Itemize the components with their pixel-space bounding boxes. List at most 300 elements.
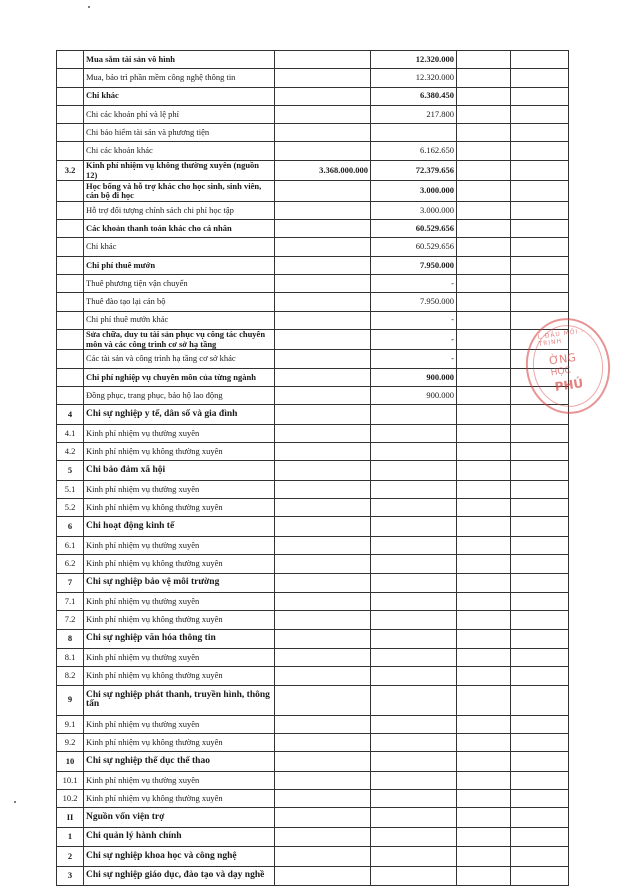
table-row (57, 827, 569, 847)
row-label-cell: Các tài sản và công trình hạ tầng cơ sở khác (84, 350, 275, 368)
row-label-cell: Thuê đào tạo lại cán bộ (84, 293, 275, 311)
budget-table-body (57, 51, 572, 886)
row-index-cell: 7.2 (57, 611, 84, 629)
amount-cell: 12.320.000 (371, 51, 457, 69)
amount-cell (371, 517, 457, 537)
amount-cell: 7.950.000 (371, 293, 457, 311)
amount-cell (511, 424, 569, 442)
table-row (57, 160, 569, 181)
amount-cell (275, 69, 371, 87)
amount-cell (275, 350, 371, 368)
row-label-cell: Thuê phương tiện vận chuyển (84, 274, 275, 292)
row-index-cell: 6.1 (57, 536, 84, 554)
amount-cell (275, 238, 371, 256)
amount-cell (511, 238, 569, 256)
stamp-text-line3: HỌC (550, 365, 572, 379)
row-label-cell: Đồng phục, trang phục, bảo hộ lao động (84, 386, 275, 404)
row-index-cell (57, 51, 84, 69)
amount-cell (511, 667, 569, 685)
amount-cell (511, 629, 569, 649)
row-index-cell: 9.1 (57, 715, 84, 733)
row-index-cell: 8.1 (57, 649, 84, 667)
row-label-cell: Kinh phí nhiệm vụ không thường xuyên (84, 555, 275, 573)
row-label-cell: Kinh phí nhiệm vụ không thường xuyên (nguồn 12) (84, 160, 275, 181)
row-label-cell: Chi phí nghiệp vụ chuyên môn của từng ngành (84, 368, 275, 386)
table-row (57, 667, 569, 685)
table-row (57, 405, 569, 425)
amount-cell (275, 51, 371, 69)
amount-cell (275, 752, 371, 772)
row-index-cell: 2 (57, 847, 84, 867)
amount-cell (275, 105, 371, 123)
table-row (57, 649, 569, 667)
amount-cell (457, 405, 511, 425)
table-row (57, 181, 569, 202)
table-row (57, 142, 569, 160)
amount-cell (457, 69, 511, 87)
row-label-cell: Chi sự nghiệp văn hóa thông tin (84, 629, 275, 649)
table-row (57, 293, 569, 311)
amount-cell (371, 573, 457, 593)
amount-cell (511, 480, 569, 498)
amount-cell: 6.162.650 (371, 142, 457, 160)
amount-cell (371, 866, 457, 886)
row-index-cell (57, 256, 84, 274)
amount-cell (371, 424, 457, 442)
amount-cell (511, 274, 569, 292)
amount-cell (371, 480, 457, 498)
table-row (57, 790, 569, 808)
row-index-cell: 7 (57, 573, 84, 593)
table-row (57, 685, 569, 715)
table-row (57, 238, 569, 256)
table-row (57, 752, 569, 772)
row-label-cell: Kinh phí nhiệm vụ thường xuyên (84, 593, 275, 611)
amount-cell (511, 752, 569, 772)
amount-cell (511, 734, 569, 752)
table-row (57, 69, 569, 87)
amount-cell (457, 51, 511, 69)
table-row (57, 424, 569, 442)
amount-cell (371, 752, 457, 772)
table-row (57, 499, 569, 517)
table-row (57, 461, 569, 481)
amount-cell (511, 808, 569, 828)
amount-cell (511, 443, 569, 461)
table-row (57, 329, 569, 350)
amount-cell (457, 386, 511, 404)
amount-cell (511, 555, 569, 573)
table-row (57, 573, 569, 593)
amount-cell (275, 311, 371, 329)
row-label-cell: Chi sự nghiệp bảo vệ môi trường (84, 573, 275, 593)
row-label-cell: Chi sự nghiệp thể dục thể thao (84, 752, 275, 772)
amount-cell (511, 124, 569, 142)
table-row (57, 593, 569, 611)
table-row (57, 256, 569, 274)
amount-cell: 3.000.000 (371, 181, 457, 202)
amount-cell (511, 256, 569, 274)
amount-cell (511, 220, 569, 238)
amount-cell (371, 734, 457, 752)
row-index-cell: 9.2 (57, 734, 84, 752)
row-label-cell: Chi hoạt động kinh tế (84, 517, 275, 537)
table-row (57, 734, 569, 752)
amount-cell (275, 649, 371, 667)
table-row (57, 124, 569, 142)
table-row (57, 808, 569, 828)
amount-cell (275, 329, 371, 350)
amount-cell (457, 866, 511, 886)
amount-cell (275, 386, 371, 404)
amount-cell (275, 517, 371, 537)
amount-cell (457, 847, 511, 867)
amount-cell (457, 715, 511, 733)
table-row (57, 536, 569, 554)
amount-cell: 72.379.656 (371, 160, 457, 181)
table-row (57, 105, 569, 123)
amount-cell: 6.380.450 (371, 87, 457, 105)
amount-cell (275, 847, 371, 867)
row-label-cell: Mua sắm tài sản vô hình (84, 51, 275, 69)
amount-cell (371, 611, 457, 629)
amount-cell: - (371, 311, 457, 329)
amount-cell (371, 536, 457, 554)
budget-table (56, 50, 572, 886)
amount-cell (457, 311, 511, 329)
amount-cell (371, 124, 457, 142)
amount-cell (457, 461, 511, 481)
amount-cell (457, 424, 511, 442)
amount-cell (275, 866, 371, 886)
amount-cell (511, 517, 569, 537)
amount-cell: - (371, 329, 457, 350)
amount-cell (371, 443, 457, 461)
amount-cell (511, 51, 569, 69)
amount-cell (371, 499, 457, 517)
row-index-cell: 1 (57, 827, 84, 847)
amount-cell (275, 220, 371, 238)
row-index-cell (57, 220, 84, 238)
amount-cell (275, 480, 371, 498)
amount-cell: - (371, 274, 457, 292)
amount-cell (511, 649, 569, 667)
table-row (57, 555, 569, 573)
amount-cell: 217.800 (371, 105, 457, 123)
amount-cell (457, 274, 511, 292)
amount-cell (457, 443, 511, 461)
amount-cell (275, 142, 371, 160)
amount-cell (457, 160, 511, 181)
amount-cell (275, 573, 371, 593)
row-index-cell: 4 (57, 405, 84, 425)
row-label-cell: Kinh phí nhiệm vụ không thường xuyên (84, 443, 275, 461)
amount-cell (511, 87, 569, 105)
amount-cell (371, 771, 457, 789)
row-index-cell (57, 181, 84, 202)
amount-cell (457, 329, 511, 350)
table-row (57, 201, 569, 219)
row-label-cell: Chi phí thuê mướn khác (84, 311, 275, 329)
row-label-cell: Sửa chữa, duy tu tài sản phục vụ công tác chuyên môn và các công trình cơ sở hạ tầng (84, 329, 275, 350)
amount-cell: 3.000.000 (371, 201, 457, 219)
row-index-cell: 6.2 (57, 555, 84, 573)
amount-cell (511, 201, 569, 219)
amount-cell (457, 517, 511, 537)
table-row (57, 386, 569, 404)
table-row (57, 87, 569, 105)
amount-cell (371, 685, 457, 715)
amount-cell: - (371, 350, 457, 368)
amount-cell (457, 124, 511, 142)
amount-cell (275, 667, 371, 685)
table-row (57, 368, 569, 386)
amount-cell (511, 461, 569, 481)
row-label-cell: Kinh phí nhiệm vụ không thường xuyên (84, 667, 275, 685)
amount-cell (275, 685, 371, 715)
row-index-cell: 7.1 (57, 593, 84, 611)
amount-cell (275, 405, 371, 425)
row-index-cell (57, 329, 84, 350)
amount-cell (511, 611, 569, 629)
row-index-cell: 8 (57, 629, 84, 649)
amount-cell (511, 142, 569, 160)
row-label-cell: Chi các khoản phí và lệ phí (84, 105, 275, 123)
row-label-cell: Chi sự nghiệp y tế, dân số và gia đình (84, 405, 275, 425)
amount-cell (457, 593, 511, 611)
amount-cell (457, 480, 511, 498)
table-row (57, 771, 569, 789)
row-index-cell: 4.1 (57, 424, 84, 442)
amount-cell (275, 499, 371, 517)
row-label-cell: Kinh phí nhiệm vụ không thường xuyên (84, 499, 275, 517)
row-label-cell: Chi khác (84, 87, 275, 105)
row-label-cell: Kinh phí nhiệm vụ không thường xuyên (84, 734, 275, 752)
row-label-cell: Các khoản thanh toán khác cho cá nhân (84, 220, 275, 238)
amount-cell (511, 499, 569, 517)
amount-cell (457, 238, 511, 256)
amount-cell (275, 293, 371, 311)
amount-cell (275, 181, 371, 202)
amount-cell (371, 629, 457, 649)
amount-cell (457, 536, 511, 554)
amount-cell (457, 368, 511, 386)
amount-cell (511, 685, 569, 715)
amount-cell (457, 827, 511, 847)
amount-cell: 3.368.000.000 (275, 160, 371, 181)
table-row (57, 443, 569, 461)
amount-cell (371, 461, 457, 481)
amount-cell (511, 536, 569, 554)
row-label-cell: Kinh phí nhiệm vụ thường xuyên (84, 536, 275, 554)
amount-cell (371, 790, 457, 808)
row-index-cell (57, 105, 84, 123)
amount-cell (275, 734, 371, 752)
amount-cell (457, 611, 511, 629)
amount-cell (275, 629, 371, 649)
row-index-cell (57, 274, 84, 292)
amount-cell (511, 293, 569, 311)
table-row (57, 847, 569, 867)
amount-cell (275, 461, 371, 481)
table-row (57, 311, 569, 329)
amount-cell (511, 593, 569, 611)
row-index-cell (57, 386, 84, 404)
row-index-cell: 4.2 (57, 443, 84, 461)
amount-cell (457, 667, 511, 685)
row-label-cell: Chi sự nghiệp phát thanh, truyền hình, thông tấn (84, 685, 275, 715)
row-index-cell (57, 368, 84, 386)
row-index-cell (57, 124, 84, 142)
amount-cell (511, 715, 569, 733)
table-row (57, 715, 569, 733)
row-index-cell: 5.1 (57, 480, 84, 498)
table-row (57, 629, 569, 649)
amount-cell (275, 256, 371, 274)
table-row (57, 611, 569, 629)
row-index-cell: 3 (57, 866, 84, 886)
amount-cell (371, 649, 457, 667)
row-label-cell: Chi bảo đảm xã hội (84, 461, 275, 481)
row-label-cell: Mua, bảo trì phần mềm công nghệ thông tin (84, 69, 275, 87)
amount-cell (371, 847, 457, 867)
row-label-cell: Chi sự nghiệp giáo dục, đào tạo và dạy nghề (84, 866, 275, 886)
amount-cell (457, 771, 511, 789)
row-index-cell (57, 293, 84, 311)
amount-cell (511, 181, 569, 202)
amount-cell (457, 808, 511, 828)
row-label-cell: Chi phí thuê mướn (84, 256, 275, 274)
amount-cell (275, 790, 371, 808)
amount-cell (457, 256, 511, 274)
amount-cell (275, 611, 371, 629)
amount-cell (275, 368, 371, 386)
row-label-cell: Kinh phí nhiệm vụ thường xuyên (84, 771, 275, 789)
amount-cell (511, 160, 569, 181)
amount-cell (457, 734, 511, 752)
amount-cell (457, 685, 511, 715)
row-index-cell: 10.2 (57, 790, 84, 808)
amount-cell (275, 715, 371, 733)
amount-cell: 7.950.000 (371, 256, 457, 274)
amount-cell: 12.320.000 (371, 69, 457, 87)
amount-cell (371, 405, 457, 425)
amount-cell (457, 555, 511, 573)
row-index-cell: 9 (57, 685, 84, 715)
stamp-text-line2: ỜNG (548, 350, 577, 368)
row-label-cell: Chi khác (84, 238, 275, 256)
amount-cell (457, 105, 511, 123)
row-label-cell: Chi bảo hiểm tài sản và phương tiện (84, 124, 275, 142)
row-index-cell: 6 (57, 517, 84, 537)
row-label-cell: Kinh phí nhiệm vụ không thường xuyên (84, 790, 275, 808)
amount-cell (275, 555, 371, 573)
amount-cell (511, 847, 569, 867)
amount-cell (457, 752, 511, 772)
row-label-cell: Học bổng và hỗ trợ khác cho học sinh, sinh viên, cán bộ đi học (84, 181, 275, 202)
row-index-cell: 5 (57, 461, 84, 481)
row-label-cell: Kinh phí nhiệm vụ thường xuyên (84, 649, 275, 667)
row-label-cell: Chi các khoản khác (84, 142, 275, 160)
amount-cell (457, 87, 511, 105)
row-index-cell: 10.1 (57, 771, 84, 789)
amount-cell: 60.529.656 (371, 238, 457, 256)
row-index-cell (57, 142, 84, 160)
amount-cell (511, 790, 569, 808)
amount-cell (371, 555, 457, 573)
amount-cell (511, 105, 569, 123)
row-index-cell: 8.2 (57, 667, 84, 685)
amount-cell (371, 827, 457, 847)
amount-cell (275, 536, 371, 554)
row-index-cell (57, 69, 84, 87)
amount-cell (275, 124, 371, 142)
table-row (57, 350, 569, 368)
stamp-text-line4: PHÚ (553, 376, 585, 394)
row-label-cell: Hỗ trợ đối tượng chính sách chi phí học tập (84, 201, 275, 219)
amount-cell (275, 771, 371, 789)
row-index-cell: 5.2 (57, 499, 84, 517)
row-index-cell (57, 238, 84, 256)
amount-cell (371, 808, 457, 828)
row-index-cell: II (57, 808, 84, 828)
amount-cell (511, 573, 569, 593)
amount-cell (457, 649, 511, 667)
amount-cell (371, 715, 457, 733)
amount-cell (275, 808, 371, 828)
row-index-cell (57, 350, 84, 368)
amount-cell (275, 443, 371, 461)
amount-cell (275, 827, 371, 847)
amount-cell (457, 499, 511, 517)
row-label-cell: Chi quản lý hành chính (84, 827, 275, 847)
table-row (57, 274, 569, 292)
amount-cell: 900.000 (371, 368, 457, 386)
amount-cell (511, 771, 569, 789)
amount-cell (275, 424, 371, 442)
table-row (57, 51, 569, 69)
row-label-cell: Kinh phí nhiệm vụ không thường xuyên (84, 611, 275, 629)
amount-cell (457, 573, 511, 593)
amount-cell (275, 201, 371, 219)
row-label-cell: Kinh phí nhiệm vụ thường xuyên (84, 424, 275, 442)
amount-cell (275, 274, 371, 292)
amount-cell: 900.000 (371, 386, 457, 404)
row-label-cell: Nguồn vốn viện trợ (84, 808, 275, 828)
amount-cell (511, 827, 569, 847)
amount-cell: 60.529.656 (371, 220, 457, 238)
table-row (57, 480, 569, 498)
table-row (57, 866, 569, 886)
row-index-cell: 10 (57, 752, 84, 772)
amount-cell (457, 142, 511, 160)
table-row (57, 517, 569, 537)
row-label-cell: Chi sự nghiệp khoa học và công nghệ (84, 847, 275, 867)
scan-speck (14, 801, 16, 803)
row-index-cell: 3.2 (57, 160, 84, 181)
row-label-cell: Kinh phí nhiệm vụ thường xuyên (84, 715, 275, 733)
amount-cell (371, 667, 457, 685)
table-row (57, 220, 569, 238)
amount-cell (275, 593, 371, 611)
amount-cell (457, 350, 511, 368)
amount-cell (457, 790, 511, 808)
amount-cell (371, 593, 457, 611)
amount-cell (457, 293, 511, 311)
amount-cell (275, 87, 371, 105)
stamp-text-line1: L ĐẦU MỐI - TRỊNH (537, 327, 585, 348)
amount-cell (457, 629, 511, 649)
